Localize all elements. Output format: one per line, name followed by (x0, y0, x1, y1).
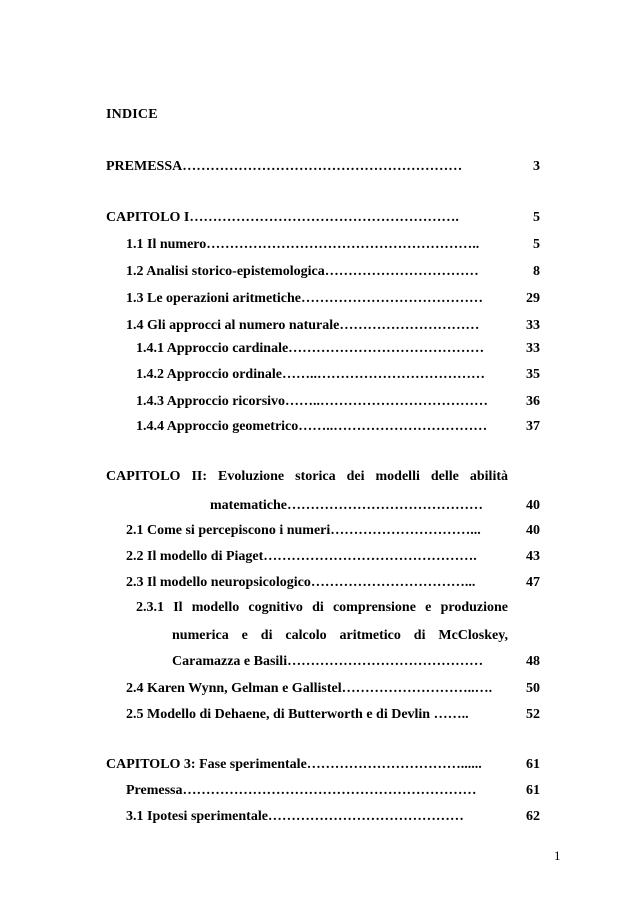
toc-entry-1-3 (106, 290, 540, 308)
toc-entry-text: 2.3 Il modello neuropsicologico……………………………... (126, 575, 476, 590)
toc-entry-text: Caramazza e Basili…………………………………… (172, 654, 484, 669)
toc-entry-2-5 (106, 706, 540, 724)
toc-entry-page: 61 (526, 783, 540, 798)
toc-entry-page: 33 (526, 318, 540, 333)
toc-entry-page: 37 (526, 419, 540, 434)
toc-entry-page: 29 (526, 291, 540, 306)
toc-entry-page: 50 (526, 681, 540, 696)
toc-entry-2-4 (106, 680, 540, 698)
toc-entry-page: 62 (526, 809, 540, 824)
toc-entry-2-2 (106, 548, 540, 566)
toc-entry-3-1 (106, 808, 540, 826)
toc-entry-text: 1.4.2 Approccio ordinale……..……………………………… (136, 367, 485, 382)
toc-entry-page: 8 (533, 264, 540, 279)
toc-entry-page: 61 (526, 757, 540, 772)
toc-entry-2-3 (106, 574, 540, 592)
toc-entry-1-4-3 (106, 393, 540, 411)
toc-entry-1-4-1 (106, 340, 540, 358)
toc-entry-text: 1.4.1 Approccio cardinale…………………………………… (136, 341, 485, 356)
toc-entry-page: 40 (526, 498, 540, 513)
toc-entry-page: 43 (526, 549, 540, 564)
toc-entry-page: 5 (533, 210, 540, 225)
toc-entry-text: CAPITOLO 3: Fase sperimentale……………………………...... (106, 757, 482, 772)
toc-entry-capitolo-2-title: CAPITOLO II: Evoluzione storica dei modelli delle abilità (106, 469, 508, 484)
toc-entry-page: 5 (533, 237, 540, 252)
toc-entry-text: 2.1 Come si percepiscono i numeri…………………………... (126, 523, 481, 538)
toc-entry-2-1 (106, 522, 540, 540)
toc-entry-text: 1.1 Il numero………………………………………………….. (126, 237, 480, 252)
toc-entry-2-3-1 (106, 653, 540, 671)
toc-entry-text: PREMESSA…………………………………………………… (106, 159, 463, 174)
toc-entry-page: 36 (526, 394, 540, 409)
toc-entry-text: matematiche…………………………………… (210, 498, 483, 513)
toc-entry-text: 1.4.3 Approccio ricorsivo……..……………………………… (136, 394, 489, 409)
toc-entry-page: 52 (526, 707, 540, 722)
toc-entry-text: 1.3 Le operazioni aritmetiche………………………………… (126, 291, 483, 306)
toc-entry-1-4 (106, 317, 540, 335)
toc-entry-capitolo-1 (106, 209, 540, 227)
toc-entry-2-3-1-line2: numerica e di calcolo aritmetico di McCloskey, (172, 628, 508, 643)
toc-entry-text: 2.2 Il modello di Piaget………………………………………. (126, 549, 477, 564)
toc-entry-text: Premessa……………………………………………………… (126, 783, 477, 798)
toc-entry-text: 1.2 Analisi storico-epistemologica…………………………… (126, 264, 479, 279)
toc-entry-1-4-4 (106, 418, 540, 436)
toc-entry-1-1 (106, 236, 540, 254)
toc-entry-capitolo-2 (106, 497, 540, 515)
index-heading: INDICE (106, 107, 158, 122)
toc-entry-1-4-2 (106, 366, 540, 384)
toc-entry-page: 33 (526, 341, 540, 356)
toc-entry-text: 2.4 Karen Wynn, Gelman e Gallistel………………………..…. (126, 681, 493, 696)
toc-entry-text: CAPITOLO I…………………………………………………. (106, 210, 459, 225)
toc-entry-2-3-1-line1: 2.3.1 Il modello cognitivo di comprensione e produzione (136, 600, 508, 615)
toc-entry-text: 3.1 Ipotesi sperimentale…………………………………… (126, 809, 464, 824)
toc-entry-page: 35 (526, 367, 540, 382)
toc-entry-capitolo-3 (106, 756, 540, 774)
toc-entry-page: 3 (533, 159, 540, 174)
toc-entry-1-2 (106, 263, 540, 281)
toc-entry-page: 48 (526, 654, 540, 669)
toc-entry-text: 1.4.4 Approccio geometrico……..…………………………… (136, 419, 488, 434)
toc-entry-text: 2.5 Modello di Dehaene, di Butterworth e di Devlin …….. (126, 707, 469, 722)
toc-entry-page: 47 (526, 575, 540, 590)
page-number: 1 (554, 848, 561, 863)
toc-entry-premessa (106, 158, 540, 176)
toc-entry-premessa-3 (106, 782, 540, 800)
toc-entry-text: 1.4 Gli approcci al numero naturale………………………… (126, 318, 480, 333)
toc-entry-page: 40 (526, 523, 540, 538)
